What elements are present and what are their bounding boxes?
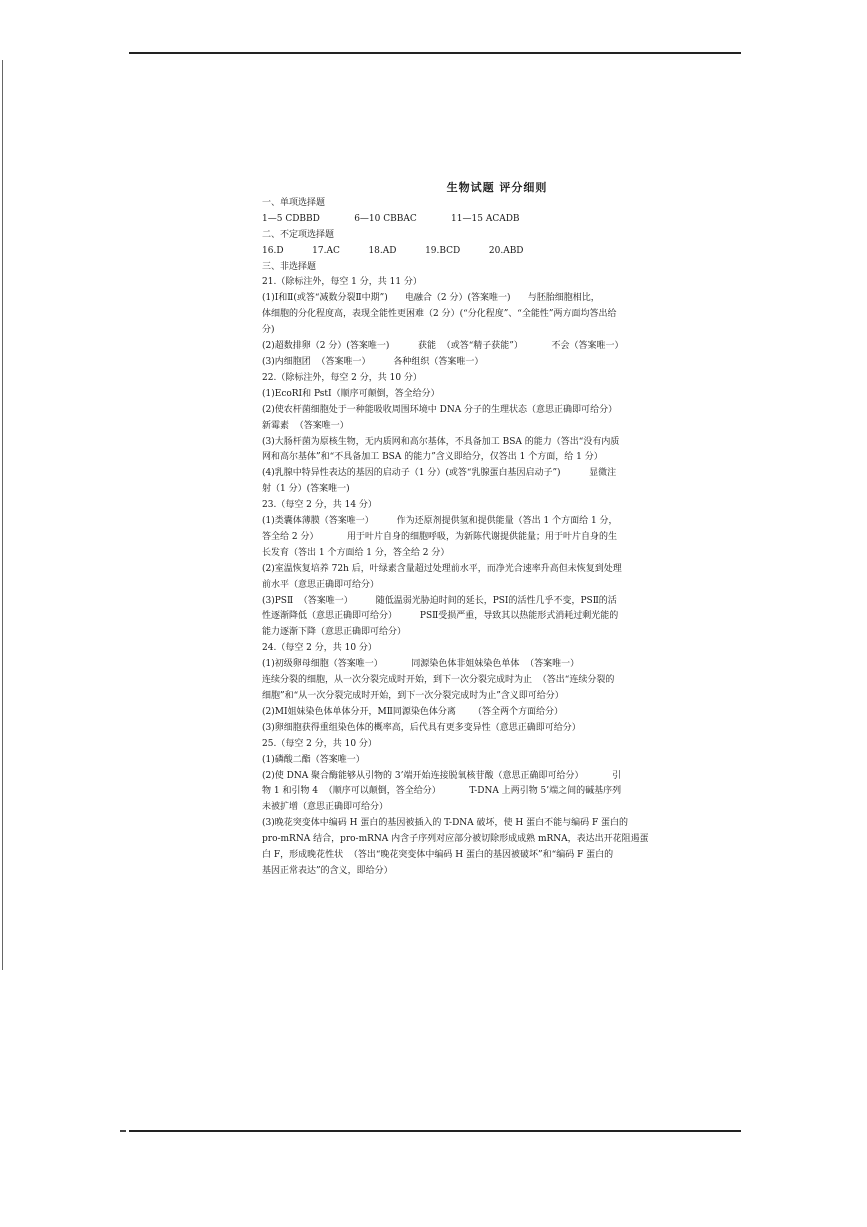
document-line: (3)晚花突变体中编码 H 蛋白的基因被插入的 T-DNA 破坏，使 H 蛋白不能与编码 F 蛋白的	[262, 818, 629, 829]
document-line: (4)乳腺中特异性表达的基因的启动子（1 分）(或答“乳腺蛋白基因启动子”) 显微注	[262, 468, 617, 479]
document-line: 三、非选择题	[262, 261, 317, 272]
document-line: (1)Ⅰ和Ⅱ(或答“减数分裂Ⅱ中期”) 电融合（2 分）(答案唯一) 与胚胎细胞相比，	[262, 293, 600, 304]
document-line: 一、单项选择题	[262, 197, 326, 208]
document-line: 23.（每空 2 分，共 14 分）	[262, 500, 377, 511]
document-line: (2)超数排卵（2 分）(答案唯一) 获能 （或答“精子获能”） 不会（答案唯一）	[262, 341, 624, 352]
document-body	[262, 196, 702, 880]
document-line: 网和高尔基体”和“不具备加工 BSA 的能力”含义即给分，仅答出 1 个方面，给 1 分）	[262, 452, 603, 463]
document-line: 长发育（答出 1 个方面给 1 分，答全给 2 分）	[262, 547, 450, 558]
document-line: 25.（每空 2 分，共 10 分）	[262, 738, 377, 749]
document-line: (1)初级卵母细胞（答案唯一） 同源染色体非姐妹染色单体 （答案唯一）	[262, 659, 580, 670]
document-line: (3)PSⅡ （答案唯一） 随低温弱光胁迫时间的延长，PSⅠ的活性几乎不变，PSⅡ的活	[262, 595, 617, 606]
document-line: 未被扩增（意思正确即可给分）	[262, 802, 389, 813]
document-line: 体细胞的分化程度高，表现全能性更困难（2 分）(“分化程度”、“全能性”两方面均答出给	[262, 309, 617, 320]
top-rule	[129, 52, 741, 54]
scan-edge	[2, 60, 3, 970]
document-line: 物 1 和引物 4 （顺序可以颠倒，答全给分） T-DNA 上两引物 5’端之间的碱基序列	[262, 786, 622, 797]
document-line: 射（1 分）(答案唯一)	[262, 484, 350, 495]
document-line: 22.（除标注外，每空 2 分，共 10 分）	[262, 372, 422, 383]
document-line: (2)使 DNA 聚合酶能够从引物的 3’端开始连接脱氧核苷酸（意思正确即可给分） 引	[262, 770, 622, 781]
corner-mark	[120, 1130, 126, 1132]
document-line: 细胞”和“从一次分裂完成时开始，到下一次分裂完成时为止”含义即可给分）	[262, 691, 564, 701]
document-line: (2)室温恢复培养 72h 后，叶绿素含量超过处理前水平，而净光合速率升高但未恢复到处理	[262, 563, 622, 574]
document-title: 生物试题 评分细则	[446, 181, 548, 194]
document-line: (3)大肠杆菌为原核生物，无内质网和高尔基体，不具备加工 BSA 的能力（答出“没有内质	[262, 436, 620, 447]
document-line: 连续分裂的细胞，从一次分裂完成时开始，到下一次分裂完成时为止 （答出“连续分裂的	[262, 675, 615, 686]
bottom-rule	[129, 1130, 741, 1132]
document-line: 白 F，形成晚花性状 （答出“晚花突变体中编码 H 蛋白的基因被破坏”和“编码 F 蛋白的	[262, 850, 614, 861]
scoring-document	[262, 180, 702, 880]
document-line: 新霉素 （答案唯一）	[262, 420, 349, 431]
document-line: (3)内细胞团 （答案唯一） 各种组织（答案唯一）	[262, 356, 484, 367]
document-line: 1—5 CDBBD 6—10 CBBAC 11—15 ACADB	[262, 213, 520, 224]
document-line: pro-mRNA 结合，pro-mRNA 内含子序列对应部分被切除形成成熟 mRNA，表达出开花阻遏蛋	[262, 834, 649, 845]
document-line: 性逐渐降低（意思正确即可给分） PSⅡ受损严重，导致其以热能形式消耗过剩光能的	[262, 611, 619, 622]
document-line: (2)使农杆菌细胞处于一种能吸收周围环境中 DNA 分子的生理状态（意思正确即可给分）	[262, 404, 618, 415]
document-line: 能力逐渐下降（意思正确即可给分）	[262, 627, 407, 638]
document-line: 分)	[262, 325, 275, 336]
document-line: 答全给 2 分） 用于叶片自身的细胞呼吸，为新陈代谢提供能量；用于叶片自身的生	[262, 531, 618, 542]
document-line: (3)卵细胞获得重组染色体的概率高，后代具有更多变异性（意思正确即可给分）	[262, 722, 581, 733]
document-line: (1)EcoRⅠ和 PstⅠ（顺序可颠倒，答全给分）	[262, 388, 440, 399]
document-line: 二、不定项选择题	[262, 229, 335, 240]
document-line: 24.（每空 2 分，共 10 分）	[262, 643, 377, 654]
document-line: 基因正常表达”的含义，即给分）	[262, 865, 393, 876]
document-line: 16.D 17.AC 18.AD 19.BCD 20.ABD	[262, 245, 524, 256]
document-line: (1)类囊体薄膜（答案唯一） 作为还原剂提供氢和提供能量（答出 1 个方面给 1 分，	[262, 516, 618, 527]
document-line: (1)磷酸二酯（答案唯一）	[262, 754, 365, 765]
document-line: (2)MⅠ姐妹染色体单体分开，MⅡ同源染色体分离 （答全两个方面给分）	[262, 706, 564, 717]
document-line: 前水平（意思正确即可给分）	[262, 579, 380, 590]
document-line: 21.（除标注外，每空 1 分，共 11 分）	[262, 277, 422, 288]
